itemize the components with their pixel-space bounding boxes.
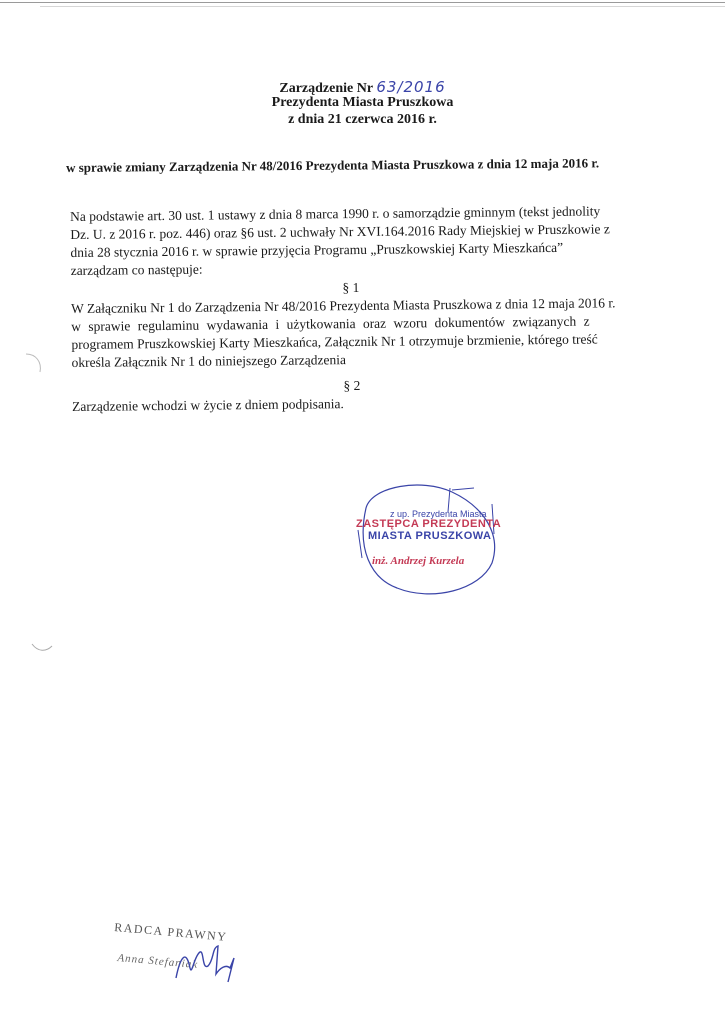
preamble-line: Dz. U. z 2016 r. poz. 446) oraz §6 ust. 2 uchwały Nr XVI.164.2016 Rady Miejskiej w Pruszkowie z	[70, 221, 610, 242]
punch-hole-mark	[22, 352, 46, 376]
title-prefix: Zarządzenie Nr	[279, 81, 373, 96]
stamp-signatory: inż. Andrzej Kurzela	[372, 555, 465, 567]
stamp-line: z up. Prezydenta Miasta	[390, 509, 487, 519]
issuer-line: Prezydenta Miasta Pruszkowa	[271, 95, 454, 110]
preamble	[70, 202, 652, 416]
handwritten-signature	[168, 938, 248, 988]
section2-heading: § 2	[343, 377, 361, 394]
section2-text: Zarządzenie wchodzi w życie z dniem podpisania.	[72, 396, 344, 414]
scan-top-edge	[0, 2, 725, 3]
preamble-line: dnia 28 stycznia 2016 r. w sprawie przyjęcia Programu „Pruszkowskiej Karty Mieszkańca”	[70, 239, 564, 260]
legal-advisor-name: Anna Stefaniak	[116, 952, 199, 972]
section1-line: programem Pruszkowskiej Karty Mieszkańca, Załącznik Nr 1 otrzymuje brzmienie, którego treść	[71, 331, 598, 352]
handwritten-number: 63/2016	[376, 78, 446, 96]
scan-top-edge-shadow	[40, 6, 725, 7]
document-subject: w sprawie zmiany Zarządzenia Nr 48/2016 Prezydenta Miasta Pruszkowa z dnia 12 maja 2016 r.	[66, 155, 600, 175]
section1-line: w sprawie regulaminu wydawania i użytkowania oraz wzoru dokumentów związanych z	[71, 313, 590, 334]
section1-line: W Załączniku Nr 1 do Zarządzenia Nr 48/2016 Prezydenta Miasta Pruszkowa z dnia 12 maja 2016 r.	[70, 295, 616, 316]
preamble-line: zarządzam co następuje:	[70, 261, 203, 278]
stamp-line: MIASTA PRUSZKOWA	[368, 530, 492, 542]
date-line: z dnia 21 czerwca 2016 r.	[288, 112, 437, 127]
stamp-line: ZASTĘPCA PREZYDENTA	[356, 518, 502, 530]
section1-heading: § 1	[342, 279, 360, 296]
preamble-line: Na podstawie art. 30 ust. 1 ustawy z dnia 8 marca 1990 r. o samorządzie gminnym (tekst jednolity	[70, 203, 601, 224]
section1-line: określa Załącznik Nr 1 do niniejszego Zarządzenia	[71, 352, 347, 370]
legal-advisor-stamp: RADCA PRAWNY	[113, 920, 228, 944]
punch-hole-mark	[30, 640, 54, 656]
